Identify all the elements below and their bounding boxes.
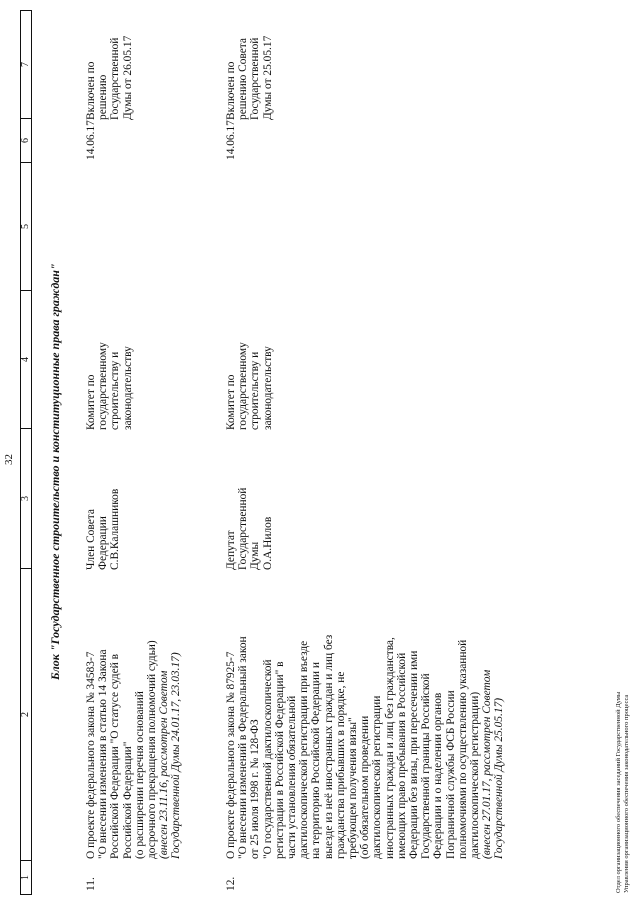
column-header-4: 4 <box>21 290 31 428</box>
description-line: (о расширении перечня оснований <box>133 691 146 859</box>
committee-line: законодательству <box>121 346 134 430</box>
author-line: Член Совета <box>85 509 97 570</box>
status-line: Думы от 26.05.17 <box>121 35 134 120</box>
description-line: дактилоскопической регистрации) <box>469 691 482 859</box>
bill-author <box>225 430 274 570</box>
committee-line: Комитет по <box>85 374 97 430</box>
description-line: части установления обязательной <box>286 695 299 859</box>
description-line: "О внесении изменений в Федеральный закон <box>237 636 250 859</box>
committee-line: законодательству <box>261 346 274 430</box>
author-line: Государственной <box>237 487 250 570</box>
description-line: выезде из неё иностранных граждан и лиц без <box>322 634 335 859</box>
status-line: решению <box>97 74 110 120</box>
status-line: Включен по <box>225 61 237 120</box>
status-line: Включен по <box>85 61 97 120</box>
committee-line: государственному <box>237 342 250 430</box>
description-line: дактилоскопической регистрации при въезде <box>298 640 311 859</box>
page-footer <box>615 692 631 893</box>
status-line: Государственной <box>249 37 262 120</box>
author-line: С.В.Калашников <box>109 488 122 570</box>
author-line: Депутат <box>225 530 237 570</box>
author-line: Думы <box>249 541 262 570</box>
description-line: требующем получения визы" <box>347 717 360 859</box>
description-line: Государственной границы Российской <box>420 673 433 859</box>
description-line: О проекте федерального закона № 87925-7 <box>225 651 237 859</box>
description-line: Российской Федерации" <box>121 741 134 859</box>
column-header-1: 1 <box>21 860 31 894</box>
committee-line: строительству и <box>249 351 262 430</box>
consideration-date: 14.06.17 <box>85 120 97 160</box>
submission-note-line: Государственной Думы 24.01.17, 23.03.17) <box>170 652 183 859</box>
description-line: дактилоскопической регистрации <box>371 695 384 859</box>
description-line: Федерации без визы, при пересечении ими <box>408 650 421 859</box>
page-number: 32 <box>3 454 15 465</box>
status-line: Государственной <box>109 37 122 120</box>
bill-description <box>225 583 506 859</box>
committee-line: государственному <box>97 342 110 430</box>
bill-author <box>85 430 122 570</box>
column-header-2: 2 <box>21 568 31 860</box>
column-header-6: 6 <box>21 118 31 162</box>
footer-line: Отдел организационного обеспечения заседаний Государственной Думы <box>615 691 622 893</box>
committee-line: строительству и <box>109 351 122 430</box>
description-line: "О государственной дактилоскопической <box>261 659 274 859</box>
description-line: от 25 июля 1998 г. № 128-ФЗ <box>249 719 262 859</box>
responsible-committee <box>225 290 274 430</box>
description-line: "О внесении изменения в статью 14 Закона <box>97 649 110 859</box>
description-line: имеющих право пребывания в Российской <box>395 652 408 859</box>
description-line: Российской Федерации "О статусе судей в <box>109 654 122 859</box>
description-line: регистрации в Российской Федерации" в <box>273 661 286 859</box>
description-line: гражданства прибывших в порядке, не <box>334 671 347 859</box>
description-line: иностранных граждан и лиц без гражданства, <box>383 637 396 859</box>
submission-note-line: (внесен 27.01.17, рассмотрен Советом <box>481 669 494 859</box>
description-line: О проекте федерального закона № 34583-7 <box>85 651 97 859</box>
row-number: 12. <box>225 876 237 891</box>
row-number: 11. <box>85 877 97 891</box>
description-line: полномочиями по осуществлению указанной <box>456 639 469 859</box>
submission-note-line: (внесен 23.11.16, рассмотрен Советом <box>158 670 171 859</box>
footer-line: Управления организационного обеспечения законодательного процесса <box>623 694 630 893</box>
bill-description <box>85 583 183 859</box>
column-header-5: 5 <box>21 162 31 290</box>
status-line: решению Совета <box>237 38 250 120</box>
description-line: Пограничной службы ФСБ России <box>444 690 457 859</box>
column-header-7: 7 <box>20 62 31 67</box>
description-line: Федерации и о наделении органов <box>432 692 445 859</box>
inclusion-status <box>85 20 134 120</box>
description-line: на территорию Российской Федерации и <box>310 662 323 859</box>
committee-line: Комитет по <box>225 374 237 430</box>
submission-note-line: Государственной Думы 25.05.17) <box>493 697 506 859</box>
column-header-3: 3 <box>21 428 31 568</box>
status-line: Думы от 25.05.17 <box>261 35 274 120</box>
description-line: досрочного прекращения полномочий судьи) <box>146 640 159 859</box>
responsible-committee <box>85 290 134 430</box>
author-line: О.А.Нилов <box>261 516 274 570</box>
column-number-header <box>20 10 32 895</box>
inclusion-status <box>225 20 274 120</box>
description-line: (об обязательном проведении <box>359 715 372 859</box>
consideration-date: 14.06.17 <box>225 120 237 160</box>
author-line: Федерации <box>97 516 110 570</box>
block-title: Блок "Государственное строительство и конституционные права граждан" <box>48 263 62 680</box>
